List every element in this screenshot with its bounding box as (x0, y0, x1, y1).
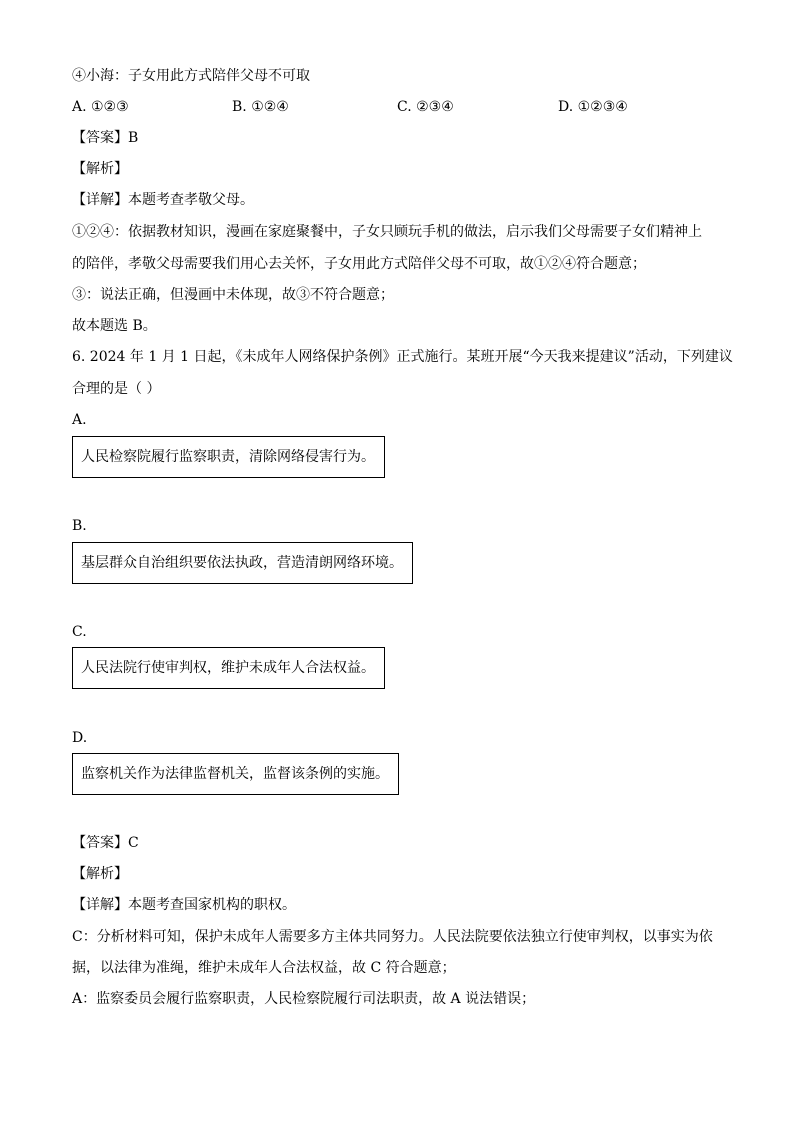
q6-option-c-label: C. (72, 624, 87, 640)
detail-text: 【详解】本题考查孝敬父母。 (72, 192, 254, 208)
q5-option-c: C. ②③④ (397, 99, 454, 115)
explanation-paragraph: ③：说法正确，但漫画中未体现，故③不符合题意； (72, 287, 394, 303)
q5-option-d: D. ①②③④ (558, 99, 628, 115)
q6-option-d-box: 监察机关作为法律监督机关，监督该条例的实施。 (72, 753, 399, 795)
explanation-paragraph-cont: 的陪伴，孝敬父母需要我们用心去关怀，子女用此方式陪伴父母不可取，故①②④符合题意； (72, 256, 646, 272)
q6-option-b-box: 基层群众自治组织要依法执政，营造清朗网络环境。 (72, 542, 413, 584)
q6-option-a-box: 人民检察院履行监察职责，清除网络侵害行为。 (72, 436, 385, 478)
q6-option-b-label: B. (72, 518, 87, 534)
analysis-label: 【解析】 (72, 161, 128, 177)
q6-option-d-label: D. (72, 730, 88, 746)
question-6-stem: 6. 2024 年 1 月 1 日起，《未成年人网络保护条例》正式施行。某班开展“今天我来提建议”活动，下列建议 (72, 349, 733, 365)
explanation-paragraph: C：分析材料可知，保护未成年人需要多方主体共同努力。人民法院要依法独立行使审判权，以事实为依 (72, 929, 713, 945)
analysis-label: 【解析】 (72, 866, 128, 882)
detail-text: 【详解】本题考查国家机构的职权。 (72, 897, 296, 913)
answer-label: 【答案】C (72, 835, 139, 851)
explanation-paragraph: A：监察委员会履行监察职责，人民检察院履行司法职责，故 A 说法错误； (72, 991, 536, 1007)
q5-options (72, 98, 732, 118)
q6-option-c-box: 人民法院行使审判权，维护未成年人合法权益。 (72, 647, 385, 689)
q6-option-a-label: A. (72, 412, 87, 428)
answer-label: 【答案】B (72, 130, 139, 146)
conclusion-text: 故本题选 B。 (72, 318, 157, 334)
explanation-paragraph-cont: 据，以法律为准绳，维护未成年人合法权益，故 C 符合题意； (72, 960, 456, 976)
question-6-stem-cont: 合理的是（ ） (72, 381, 161, 397)
explanation-paragraph: ①②④：依据教材知识，漫画在家庭聚餐中，子女只顾玩手机的做法，启示我们父母需要子女们精神上 (72, 224, 702, 240)
option-statement-4: ④小海：子女用此方式陪伴父母不可取 (72, 68, 310, 84)
q5-option-b: B. ①②④ (232, 99, 289, 115)
q5-option-a: A. ①②③ (72, 99, 129, 115)
